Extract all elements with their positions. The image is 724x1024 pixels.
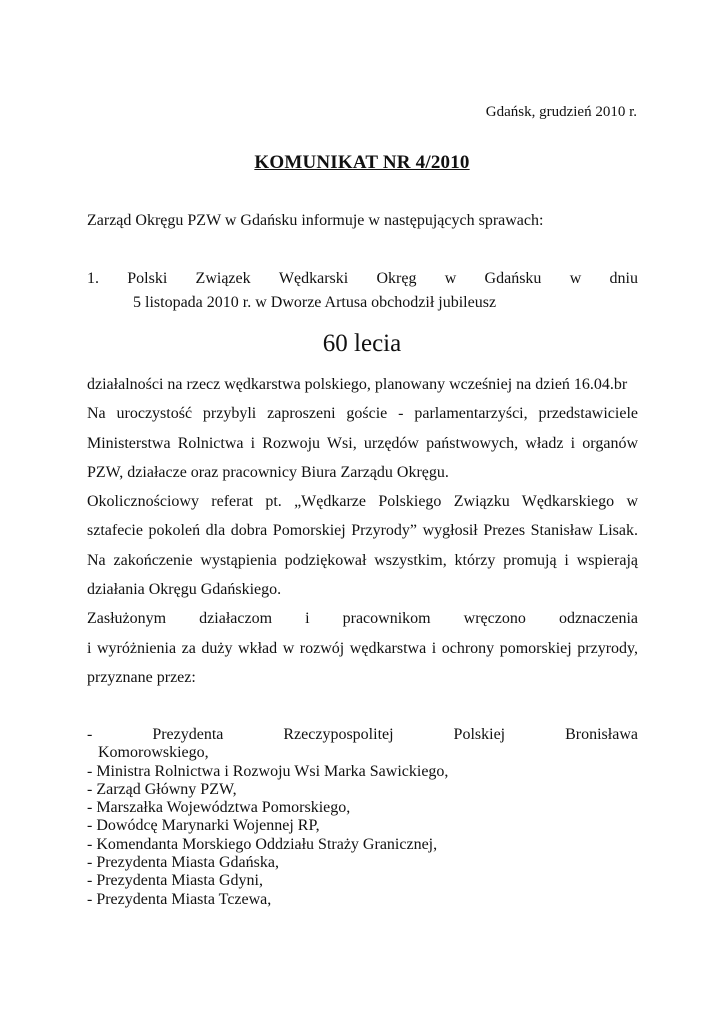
body-text: [87, 370, 638, 692]
intro-text: Zarząd Okręgu PZW w Gdańsku informuje w następujących sprawach:: [87, 212, 544, 229]
list-item: - Marszałka Województwa Pomorskiego,: [87, 799, 351, 817]
list-item: - Prezydenta Miasta Gdyni,: [87, 872, 263, 890]
item-1-line-1: [87, 270, 638, 288]
jubilee-heading: 60 lecia: [322, 330, 402, 357]
paragraph-guests: Na uroczystość przybyli zaproszeni goście - parlamentarzyści, przedstawiciele Ministerstwa Rolnictwa i Rozwoju Wsi, urzędów państwowych, władz i organów PZW, działacze oraz pracownicy Biura Zarządu Okręgu.: [87, 405, 638, 481]
paragraph-awards-line-1: Zasłużonym działaczom i pracownikom wręczono odznaczenia: [87, 610, 638, 628]
paragraph-awards-rest: i wyróżnienia za duży wkład w rozwój wędkarstwa i ochrony pomorskiej przyrody, przyznane przez:: [87, 639, 638, 686]
list-item: - Prezydenta Miasta Gdańska,: [87, 854, 279, 872]
item-word: w: [569, 270, 582, 287]
list-item: - Ministra Rolnictwa i Rozwoju Wsi Marka Sawickiego,: [87, 762, 449, 780]
item-word: Wędkarski: [278, 270, 349, 287]
item-1: [87, 270, 638, 312]
item-1-line-2: 5 listopada 2010 r. w Dworze Artusa obchodził jubileusz: [133, 294, 497, 311]
document-date: Gdańsk, grudzień 2010 r.: [485, 104, 637, 120]
item-word: Polski: [127, 270, 168, 287]
item-word: w: [444, 270, 457, 287]
list-word: -: [87, 726, 93, 743]
list-word: Polskiej: [453, 726, 506, 743]
list-item: - Dowódcę Marynarki Wojennej RP,: [87, 817, 320, 835]
item-word: Okręg: [376, 270, 417, 287]
item-word: Związek: [195, 270, 251, 287]
list-item: - Zarząd Główny PZW,: [87, 780, 237, 798]
item-word: Gdańsku: [484, 270, 542, 287]
document-title: KOMUNIKAT NR 4/2010: [254, 152, 470, 173]
paragraph-activity: działalności na rzecz wędkarstwa polskiego, planowany wcześniej na dzień 16.04.br: [87, 376, 628, 393]
item-word: dniu: [609, 270, 638, 287]
item-number: 1.: [87, 270, 99, 287]
list-item: - Prezydenta Miasta Tczewa,: [87, 890, 272, 908]
list-item: - Komendanta Morskiego Oddziału Straży Granicznej,: [87, 835, 438, 853]
list-item-first: [87, 726, 638, 744]
list-word: Bronisława: [565, 726, 638, 743]
list-word: Prezydenta: [152, 726, 224, 743]
paragraph-speech: Okolicznościowy referat pt. „Wędkarze Polskiego Związku Wędkarskiego w sztafecie pokoleń dla dobra Pomorskiej Przyrody” wygłosił Prezes Stanisław Lisak. Na zakończenie wystąpienia podziękował wszystkim, którzy promują i wspierają działania Okręgu Gdańskiego.: [87, 493, 638, 599]
awarders-list: [87, 726, 638, 909]
list-word: Rzeczypospolitej: [283, 726, 394, 743]
list-item-first-continuation: Komorowskiego,: [98, 744, 209, 762]
